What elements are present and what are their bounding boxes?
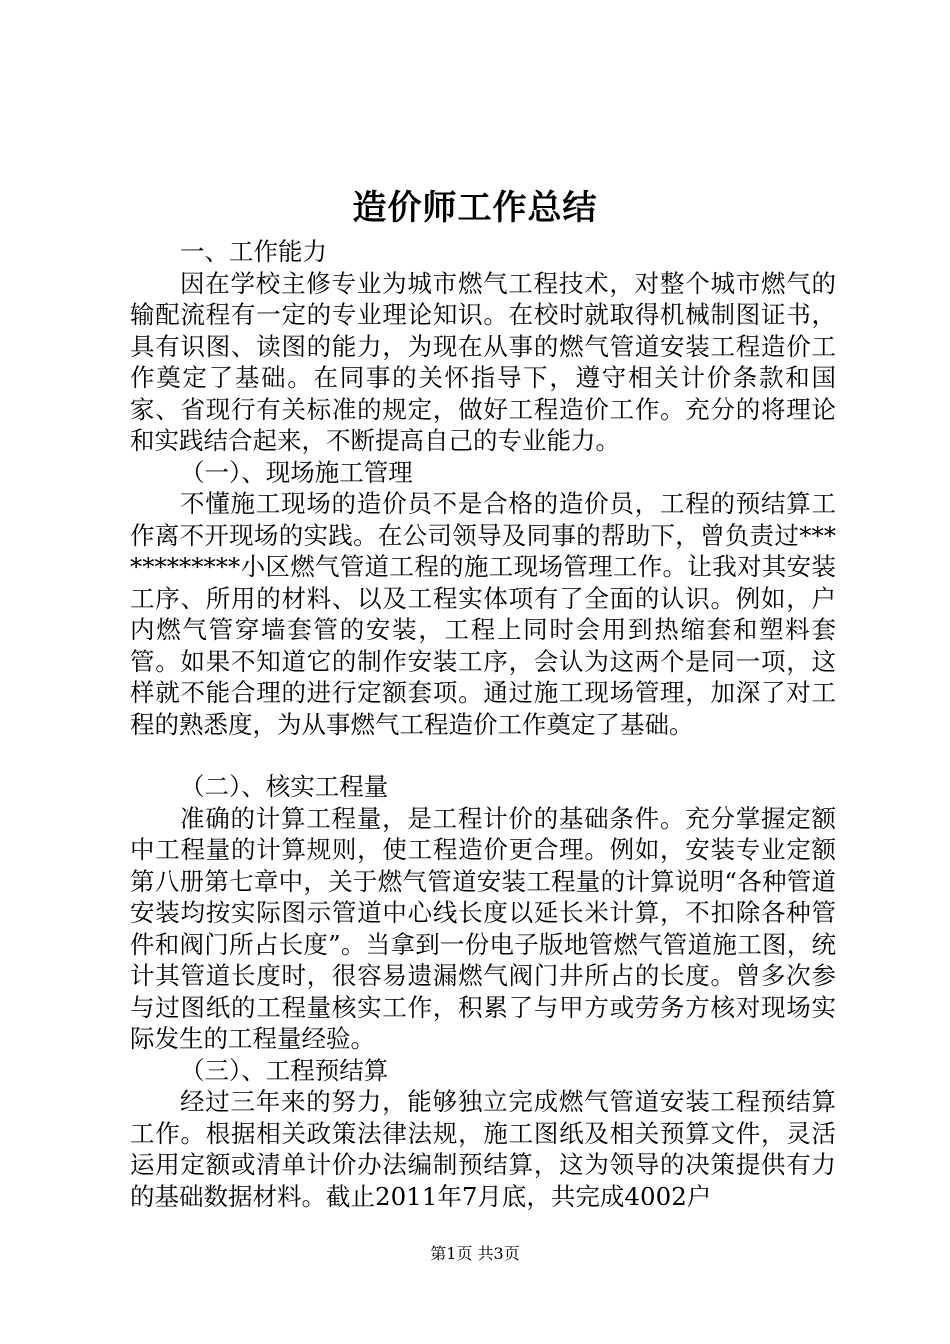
paragraph-site-management: 不懂施工现场的造价员不是合格的造价员，工程的预结算工作离不开现场的实践。在公司领导及同事的帮助下，曾负责过************小区燃气管道工程的施工现场管理工作。让我对其安装工序、所用的材料、以及工程实体项有了全面的认识。例如，户内燃气管穿墙套管的安装，工程上同时会用到热缩套和塑料套管。如果不知道它的制作安装工序，会认为这两个是同一项，这样就不能合理的进行定额套项。通过施工现场管理，加深了对工程的熟悉度，为从事燃气工程造价工作奠定了基础。 [130, 489, 836, 739]
document-title: 造价师工作总结 [352, 188, 598, 228]
blank-line [130, 740, 836, 771]
document-body [130, 236, 836, 1212]
paragraph-work-ability: 因在学校主修专业为城市燃气工程技术，对整个城市燃气的输配流程有一定的专业理论知识。在校时就取得机械制图证书，具有识图、读图的能力，为现在从事的燃气管道安装工程造价工作奠定了基础。在同事的关怀指导下，遵守相关计价条款和国家、省现行有关标准的规定，做好工程造价工作。充分的将理论和实践结合起来，不断提高自己的专业能力。 [130, 268, 836, 455]
paragraph-quantity-check: 准确的计算工程量，是工程计价的基础条件。充分掌握定额中工程量的计算规则，使工程造价更合理。例如，安装专业定额第八册第七章中，关于燃气管道安装工程量的计算说明“各种管道安装均按实际图示管道中心线长度以延长米计算，不扣除各种管件和阀门所占长度”。当拿到一份电子版地管燃气管道施工图，统计其管道长度时，很容易遗漏燃气阀门井所占的长度。曾多次参与过图纸的工程量核实工作，积累了与甲方或劳务方核对现场实际发生的工程量经验。 [130, 803, 836, 1053]
paragraph-budget-settlement: 经过三年来的努力，能够独立完成燃气管道安装工程预结算工作。根据相关政策法律法规，施工图纸及相关预算文件，灵活运用定额或清单计价办法编制预结算，这为领导的决策提供有力的基础数据材料。截止2011年7月底，共完成4002户 [130, 1087, 836, 1211]
page-footer: 第1页 共3页 [430, 1244, 520, 1263]
section-heading-quantity-check: （二）、核实工程量 [180, 772, 389, 801]
section-heading-site-management: （一）、现场施工管理 [180, 457, 413, 487]
section-heading-work-ability: 一、工作能力 [180, 237, 327, 266]
section-heading-budget-settlement: （三）、工程预结算 [180, 1055, 389, 1085]
